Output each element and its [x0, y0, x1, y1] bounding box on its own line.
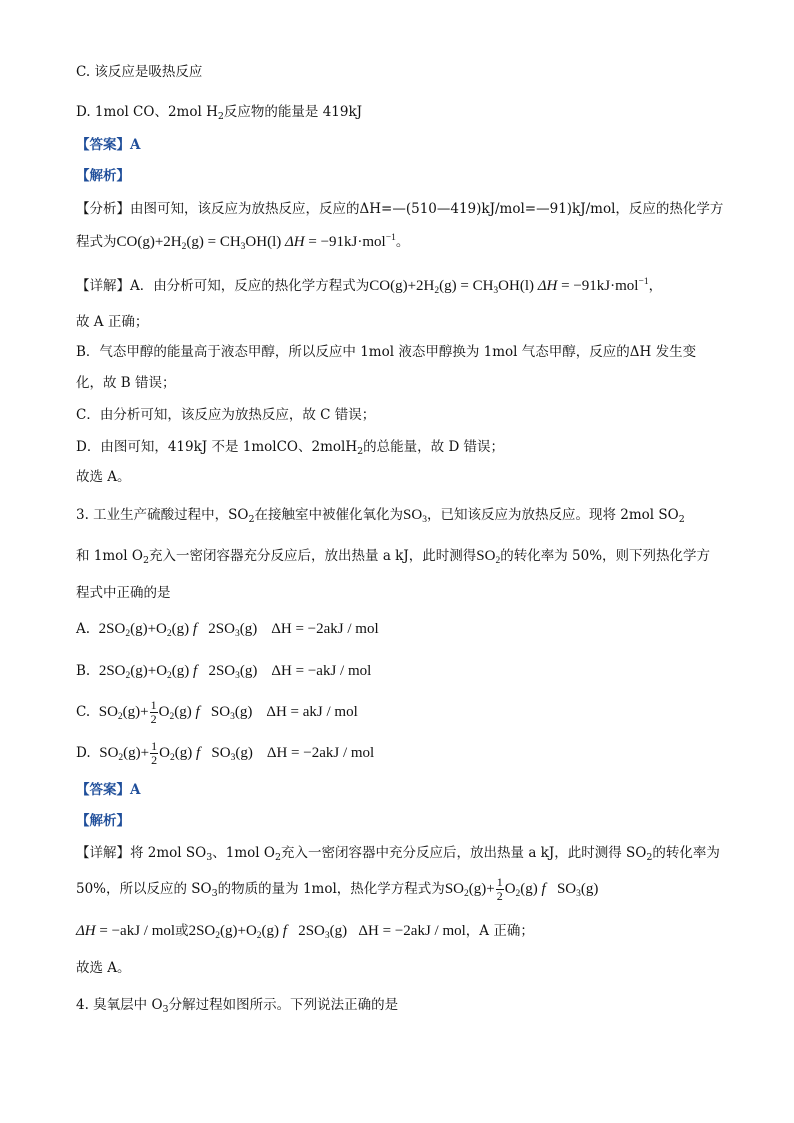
- detail-line-c: C．由分析可知，该反应为放热反应，故 C 错误；: [76, 407, 376, 423]
- q3-option-c: C. $SO_2(g)+$ $\frac{1}{2}$ $O_2(g)$ f $SO_3(g) \Delta H$ = akJ / mol: [76, 698, 358, 727]
- q4-line: 4. 臭氧层中 $O_3$分解过程如图所示。下列说法正确的是: [76, 997, 399, 1015]
- detail2-line-1: 【详解】将 2mol $SO_3$、1mol $O_2$充入一密闭容器中充分反应后，放出热量 a kJ，此时测得 $SO_2$的转化率为: [76, 845, 720, 863]
- detail-line-d: D．由图可知，419kJ 不是 1molCO、2molH$_2$的总能量，故 D 错误；: [76, 439, 505, 457]
- answer-label: 【答案】A: [76, 137, 141, 153]
- analysis-label-2: 【解析】: [76, 813, 130, 829]
- choose-line-1: 故选 A。: [76, 469, 131, 485]
- analysis-label: 【解析】: [76, 168, 130, 184]
- q3-option-a: A. $2SO_2(g)+O_2(g)$ f $2SO_3(g) \Delta H = -2akJ$ / mol: [76, 621, 379, 639]
- q3-line-1: 3. 工业生产硫酸过程中，$SO_2$在接触室中被催化氧化为$SO_3$，已知该反应为放热反应。现将 2mol $SO_2$: [76, 507, 685, 525]
- q3-line-2: 和 1mol $O_2$充入一密闭容器充分反应后，放出热量 a kJ，此时测得$SO_2$的转化率为 50%，则下列热化学方: [76, 548, 711, 566]
- detail-line-b2: 化，故 B 错误；: [76, 375, 176, 391]
- detail2-line-3: ΔH = −akJ / mol或$2SO_2(g)+O_2(g)$ f $2SO_3(g) \Delta H = -2akJ$ / mol，A 正确；: [76, 923, 534, 941]
- option-d: D. 1mol CO、2mol $H_2$反应物的能量是 419kJ: [76, 104, 363, 122]
- q3-line-3: 程式中正确的是: [76, 585, 171, 601]
- option-c: C. 该反应是吸热反应: [76, 64, 203, 80]
- q3-option-d: D. $SO_2(g)+$ $\frac{1}{2}$ $O_2(g)$ f $SO_3(g) \Delta H = -2akJ$ / mol: [76, 739, 375, 768]
- detail-line-a: 【详解】A．由分析可知，反应的热化学方程式为$CO(g)+2H_2(g) = CH_3OH(l) \Delta H = -91kJ\cdot mol^{-1}$，: [76, 277, 663, 296]
- analysis-line-2: 程式为$CO(g)+2H_2(g) = CH_3OH(l) \Delta H = -91kJ\cdot mol^{-1}$。: [76, 233, 410, 252]
- detail-line-b1: B．气态甲醇的能量高于液态甲醇，所以反应中 1mol 液态甲醇换为 1mol 气态甲醇，反应的ΔH 发生变: [76, 344, 697, 360]
- detail2-line-2: 50%，所以反应的 $SO_3$的物质的量为 1mol，热化学方程式为$SO_2(g)+$ $\frac{1}{2}$ $O_2(g)$ f $SO_3(g)$: [76, 875, 599, 904]
- detail-line-a2: 故 A 正确；: [76, 314, 149, 330]
- answer-label-2: 【答案】A: [76, 782, 141, 798]
- q3-option-b: B. $2SO_2(g)+O_2(g)$ f $2SO_3(g) \Delta H = -akJ$ / mol: [76, 663, 372, 681]
- analysis-line-1: 【分析】由图可知，该反应为放热反应，反应的ΔH=—(510—419)kJ/mol=—91)kJ/mol，反应的热化学方: [76, 201, 724, 217]
- choose-line-2: 故选 A。: [76, 960, 131, 976]
